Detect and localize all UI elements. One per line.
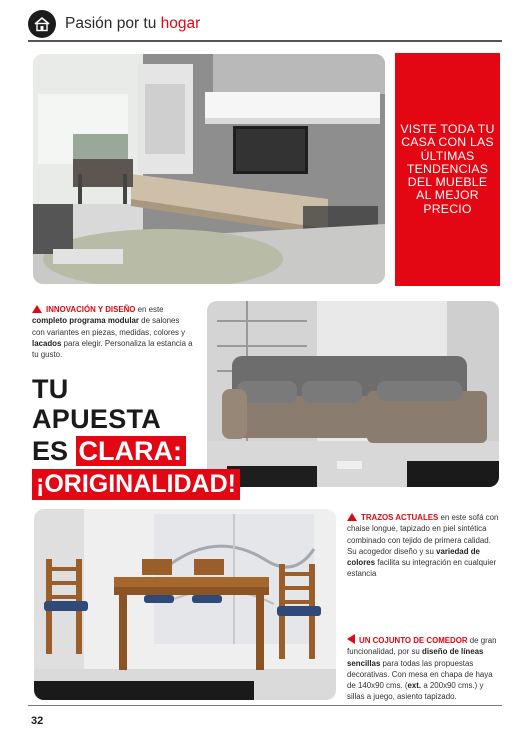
caption-bold: completo programa modular [32, 316, 139, 326]
home-icon [28, 10, 56, 38]
slogan-line-3: ¡ORIGINALIDAD! [32, 469, 240, 500]
caption-text: de gran funcionalidad, por su [347, 636, 497, 657]
triangle-up-icon [32, 305, 42, 313]
section-title [65, 15, 200, 33]
page-number: 32 [31, 715, 44, 727]
living-room-photo [33, 54, 385, 284]
slogan [32, 374, 236, 500]
section-title-accent: hogar [160, 15, 201, 32]
header-divider [28, 40, 502, 42]
caption-text: para todas las propuestas decorativas. Con mesa en chapa de haya de 140x90 cms. ( [347, 658, 493, 691]
footer-divider [28, 705, 502, 706]
triangle-left-icon [347, 634, 355, 644]
caption-bold: lacados [32, 338, 62, 348]
caption-text: en este [135, 305, 164, 314]
caption-text: facilita su integración en cualquier estancia [347, 558, 497, 579]
caption-text: de salones con variantes en piezas, medidas, colores y [32, 316, 186, 337]
promo-text: VISTE TODA TU CASA CON LAS ÚLTIMAS TENDENCIAS DEL MUEBLE AL MEJOR PRECIO [400, 121, 495, 216]
section-title-prefix: Pasión por tu [65, 15, 161, 32]
promo-box [395, 53, 500, 286]
caption-text: para elegir. Personaliza la estancia a tu gusto. [32, 338, 193, 360]
caption-bold: diseño de líneas sencillas [347, 647, 484, 668]
sofa-photo [207, 301, 499, 487]
dining-photo [34, 509, 336, 700]
sofa-caption [347, 512, 500, 580]
living-room-caption [32, 304, 194, 360]
slogan-line-2-highlight: CLARA: [76, 436, 186, 466]
caption-lead: INNOVACIÓN Y DISEÑO [46, 305, 136, 314]
slogan-line-2-a: ES [32, 436, 76, 466]
page-header [28, 10, 502, 40]
caption-text: en este sofá con chaise longue, tapizado en piel sintética combinado con tejido de primera calidad. Su acogedor diseño y su [347, 513, 499, 556]
caption-text: a 200x90 cms.) y sillas a juego, asiento tapizado. [347, 681, 484, 702]
slogan-line-1: TU APUESTA [32, 374, 162, 434]
triangle-up-icon [347, 513, 357, 521]
caption-bold: variedad de colores [347, 546, 480, 568]
slogan-line-2 [32, 436, 197, 466]
caption-lead: TRAZOS ACTUALES [361, 513, 439, 522]
dining-caption [347, 634, 500, 703]
caption-bold: ext. [407, 681, 422, 691]
caption-lead: UN COJUNTO DE COMEDOR [359, 636, 468, 645]
